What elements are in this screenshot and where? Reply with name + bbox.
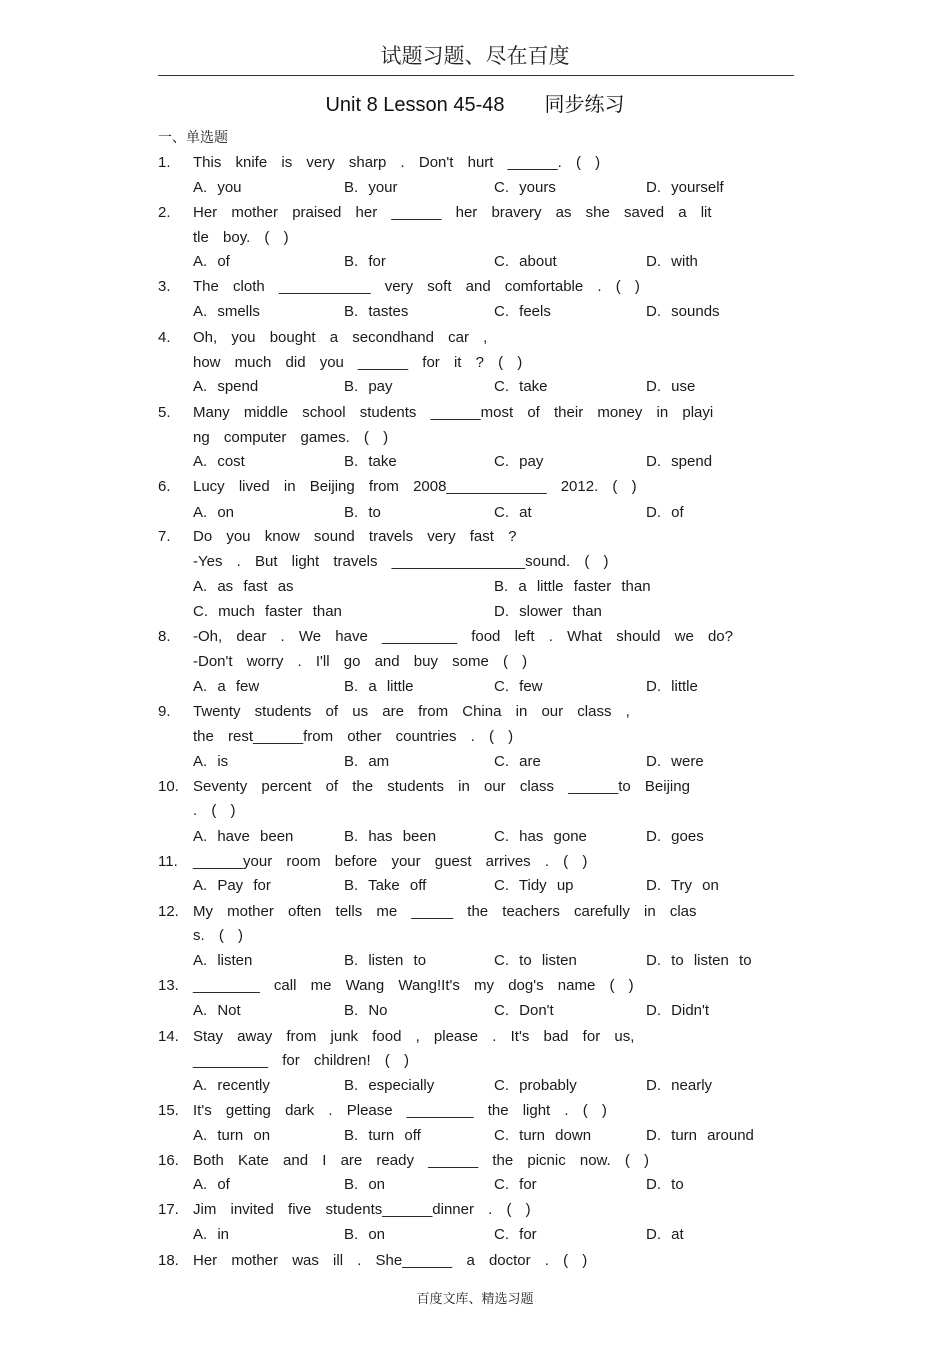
- option-d[interactable]: D. Try on: [646, 877, 719, 894]
- option-a[interactable]: A. a few: [193, 678, 260, 695]
- option-a[interactable]: A. as fast as: [193, 578, 294, 595]
- option-a[interactable]: A. turn on: [193, 1127, 271, 1144]
- question-text: Both Kate and I are ready ______ the picnic now. ( ): [193, 1152, 650, 1169]
- option-c[interactable]: C. yours: [494, 179, 556, 196]
- question-number: 16.: [158, 1152, 179, 1169]
- option-b[interactable]: B. pay: [344, 378, 393, 395]
- option-b[interactable]: B. tastes: [344, 303, 409, 320]
- option-c[interactable]: C. turn down: [494, 1127, 592, 1144]
- question-text: Oh, you bought a secondhand car ,: [193, 329, 488, 346]
- question-number: 9.: [158, 703, 171, 720]
- option-b[interactable]: B. has been: [344, 828, 437, 845]
- section-heading: 一、单选题: [158, 130, 228, 146]
- option-c[interactable]: C. take: [494, 378, 548, 395]
- option-d[interactable]: D. turn around: [646, 1127, 754, 1144]
- question-number: 12.: [158, 903, 179, 920]
- option-d[interactable]: D. of: [646, 504, 684, 521]
- option-b[interactable]: B. especially: [344, 1077, 435, 1094]
- question-text: Jim invited five students______dinner . ( ): [193, 1201, 531, 1218]
- header-rule: [158, 75, 794, 76]
- question-options: [193, 302, 793, 322]
- question-text: Many middle school students ______most of their money in playi: [193, 404, 714, 421]
- question-number: 2.: [158, 204, 171, 221]
- option-d[interactable]: D. yourself: [646, 179, 724, 196]
- option-b[interactable]: B. your: [344, 179, 398, 196]
- option-a[interactable]: A. on: [193, 504, 235, 521]
- question-number: 14.: [158, 1028, 179, 1045]
- page-title: [0, 88, 950, 117]
- option-b[interactable]: B. on: [344, 1226, 386, 1243]
- option-d[interactable]: D. Didn't: [646, 1002, 710, 1019]
- option-b[interactable]: B. to: [344, 504, 381, 521]
- question-text: Lucy lived in Beijing from 2008____________ 2012. ( ): [193, 478, 637, 495]
- option-d[interactable]: D. to: [646, 1176, 684, 1193]
- option-d[interactable]: D. little: [646, 678, 698, 695]
- option-c[interactable]: C. Tidy up: [494, 877, 574, 894]
- option-c[interactable]: C. for: [494, 1176, 537, 1193]
- question-options: [193, 827, 793, 847]
- page-header: 试题习题、尽在百度: [380, 44, 570, 68]
- option-b[interactable]: B. Take off: [344, 877, 427, 894]
- option-c[interactable]: C. few: [494, 678, 543, 695]
- question-number: 17.: [158, 1201, 179, 1218]
- question-options: [193, 452, 793, 472]
- question-text-cont: _________ for children! ( ): [193, 1052, 409, 1069]
- option-d[interactable]: D. with: [646, 253, 698, 270]
- option-d[interactable]: D. goes: [646, 828, 704, 845]
- question-number: 18.: [158, 1252, 179, 1269]
- question-text: Do you know sound travels very fast ?: [193, 528, 517, 545]
- question-options: [193, 1126, 793, 1146]
- question-options: [193, 1175, 793, 1195]
- option-a[interactable]: A. of: [193, 1176, 230, 1193]
- option-c[interactable]: C. has gone: [494, 828, 587, 845]
- question-options: [193, 752, 793, 772]
- title-en: Unit 8 Lesson 45-48: [325, 94, 505, 116]
- page-footer: 百度文库、精选习题: [416, 1292, 534, 1307]
- option-d[interactable]: D. use: [646, 378, 696, 395]
- option-a[interactable]: A. of: [193, 253, 230, 270]
- option-c[interactable]: C. to listen: [494, 952, 577, 969]
- question-options: [193, 1225, 793, 1245]
- option-a[interactable]: A. is: [193, 753, 229, 770]
- question-text: Her mother was ill . She______ a doctor . ( ): [193, 1252, 588, 1269]
- question-text: The cloth ___________ very soft and comfortable . ( ): [193, 278, 640, 295]
- option-b[interactable]: B. a little faster than: [494, 578, 651, 595]
- question-text-cont: how much did you ______ for it ? ( ): [193, 354, 523, 371]
- question-text: -Oh, dear . We have _________ food left . What should we do?: [193, 628, 733, 645]
- option-a[interactable]: A. cost: [193, 453, 245, 470]
- question-number: 15.: [158, 1102, 179, 1119]
- question-text: This knife is very sharp . Don't hurt ______. ( ): [193, 154, 601, 171]
- option-d[interactable]: D. sounds: [646, 303, 720, 320]
- question-number: 5.: [158, 404, 171, 421]
- question-number: 7.: [158, 528, 171, 545]
- question-text: Stay away from junk food , please . It's bad for us,: [193, 1028, 635, 1045]
- option-d[interactable]: D. slower than: [494, 603, 602, 620]
- question-options: [193, 1001, 793, 1021]
- option-c[interactable]: C. at: [494, 504, 532, 521]
- option-b[interactable]: B. a little: [344, 678, 414, 695]
- option-b[interactable]: B. on: [344, 1176, 386, 1193]
- question-text-cont: . ( ): [193, 802, 236, 819]
- question-number: 10.: [158, 778, 179, 795]
- option-a[interactable]: A. listen: [193, 952, 253, 969]
- option-d[interactable]: D. nearly: [646, 1077, 713, 1094]
- option-c[interactable]: C. feels: [494, 303, 551, 320]
- option-c[interactable]: C. probably: [494, 1077, 577, 1094]
- question-options: [193, 876, 793, 896]
- question-options: [193, 1076, 793, 1096]
- option-b[interactable]: B. take: [344, 453, 397, 470]
- question-number: 3.: [158, 278, 171, 295]
- option-d[interactable]: D. at: [646, 1226, 684, 1243]
- option-c[interactable]: C. are: [494, 753, 541, 770]
- question-number: 11.: [158, 853, 178, 870]
- question-text: Seventy percent of the students in our class ______to Beijing: [193, 778, 690, 795]
- question-options: [193, 503, 793, 523]
- question-options: [193, 577, 793, 597]
- question-text-cont: -Yes . But light travels ________________sound. ( ): [193, 553, 609, 570]
- question-text: Twenty students of us are from China in our class ,: [193, 703, 630, 720]
- question-options: [193, 377, 793, 397]
- question-number: 4.: [158, 329, 171, 346]
- option-c[interactable]: C. about: [494, 253, 557, 270]
- option-a[interactable]: A. spend: [193, 378, 259, 395]
- option-a[interactable]: A. in: [193, 1226, 230, 1243]
- question-text-cont: s. ( ): [193, 927, 243, 944]
- option-a[interactable]: A. have been: [193, 828, 294, 845]
- question-number: 13.: [158, 977, 179, 994]
- question-text-cont: the rest______from other countries . ( ): [193, 728, 514, 745]
- question-options: [193, 951, 793, 971]
- option-b[interactable]: B. No: [344, 1002, 388, 1019]
- question-options: [193, 252, 793, 272]
- question-text-cont: -Don't worry . I'll go and buy some ( ): [193, 653, 528, 670]
- option-b[interactable]: B. for: [344, 253, 386, 270]
- question-options: [193, 677, 793, 697]
- question-text-cont: ng computer games. ( ): [193, 429, 389, 446]
- question-options: [193, 178, 793, 198]
- option-c[interactable]: C. much faster than: [193, 603, 342, 620]
- option-c[interactable]: C. Don't: [494, 1002, 554, 1019]
- question-options: [193, 602, 793, 622]
- option-a[interactable]: A. smells: [193, 303, 260, 320]
- question-number: 8.: [158, 628, 171, 645]
- option-c[interactable]: C. pay: [494, 453, 544, 470]
- question-text: It's getting dark . Please ________ the light . ( ): [193, 1102, 607, 1119]
- option-d[interactable]: D. were: [646, 753, 704, 770]
- question-text-cont: tle boy. ( ): [193, 229, 289, 246]
- question-text: ______your room before your guest arrives . ( ): [193, 853, 588, 870]
- option-a[interactable]: A. you: [193, 179, 242, 196]
- option-b[interactable]: B. turn off: [344, 1127, 421, 1144]
- option-d[interactable]: D. to listen to: [646, 952, 752, 969]
- option-b[interactable]: B. am: [344, 753, 390, 770]
- option-a[interactable]: A. recently: [193, 1077, 270, 1094]
- option-a[interactable]: A. Pay for: [193, 877, 271, 894]
- option-a[interactable]: A. Not: [193, 1002, 241, 1019]
- question-text: ________ call me Wang Wang!It's my dog's name ( ): [193, 977, 634, 994]
- title-cn: 同步练习: [544, 92, 625, 116]
- question-text: Her mother praised her ______ her bravery as she saved a lit: [193, 204, 712, 221]
- option-d[interactable]: D. spend: [646, 453, 713, 470]
- question-text: My mother often tells me _____ the teachers carefully in clas: [193, 903, 697, 920]
- option-c[interactable]: C. for: [494, 1226, 537, 1243]
- option-b[interactable]: B. listen to: [344, 952, 427, 969]
- question-number: 1.: [158, 154, 171, 171]
- question-number: 6.: [158, 478, 171, 495]
